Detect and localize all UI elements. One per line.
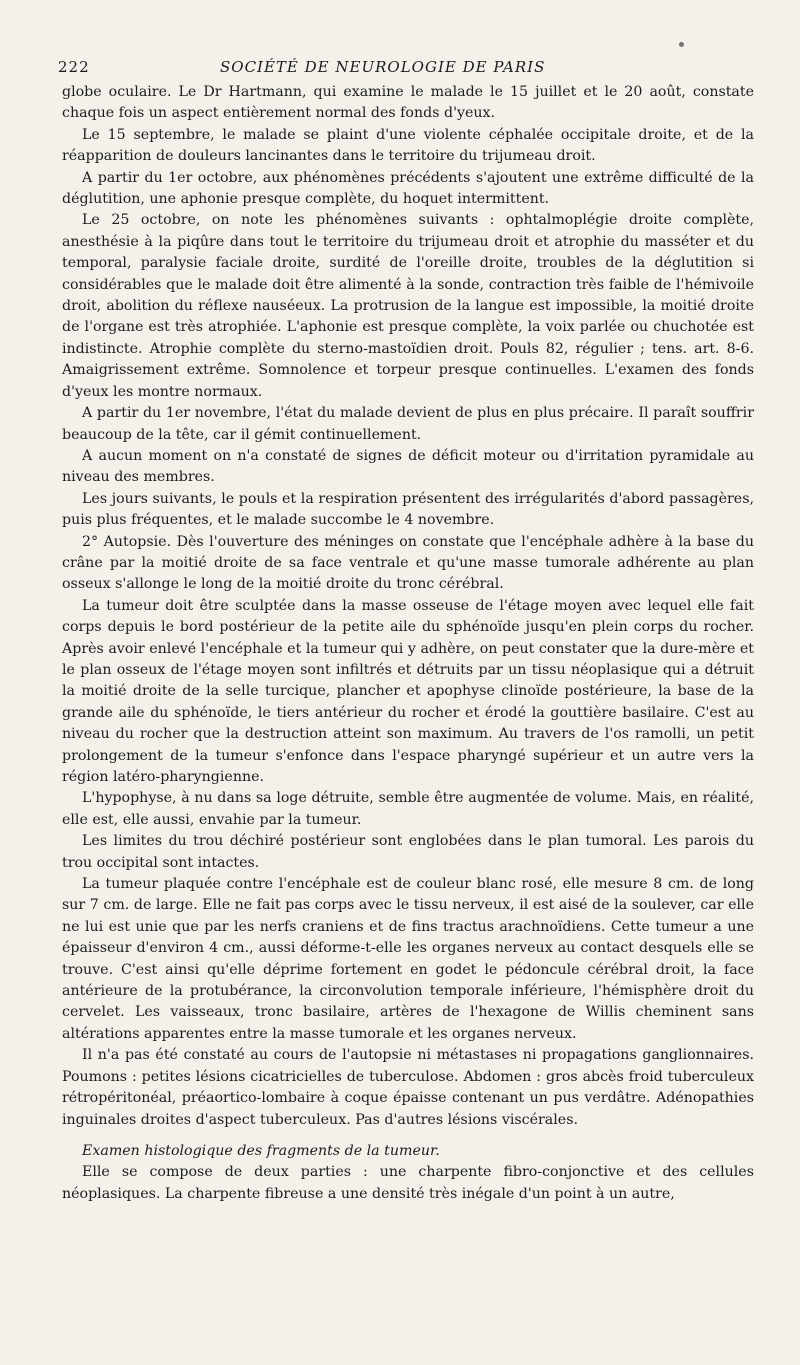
print-speck: [679, 42, 684, 47]
paragraph: Les jours suivants, le pouls et la respiration présentent des irrégularités d'abord passagères, puis plus fréquentes, et le malade succombe le 4 novembre.: [62, 490, 754, 529]
page: [58, 52, 754, 1205]
running-header: [58, 52, 754, 82]
paragraph: L'hypophyse, à nu dans sa loge détruite, semble être augmentée de volume. Mais, en réalité, elle est, elle aussi, envahie par la tumeur.: [62, 790, 754, 828]
paragraph: Les limites du trou déchiré postérieur sont englobées dans le plan tumoral. Les parois du trou occipital sont intactes.: [62, 833, 754, 871]
running-title: SOCIÉTÉ DE NEUROLOGIE DE PARIS: [220, 58, 546, 76]
section-heading: Examen histologique des fragments de la tumeur.: [82, 1142, 440, 1159]
paragraph: Le 15 septembre, le malade se plaint d'une violente céphalée occipitale droite, et de la réapparition de douleurs lancinantes dans le territoire du trijumeau droit.: [62, 126, 754, 165]
paragraph: Elle se compose de deux parties : une charpente fibro-conjonctive et des cellules néoplasiques. La charpente fibreuse a une densité très inégale d'un point à un autre,: [62, 1164, 754, 1202]
paragraph: A partir du 1er novembre, l'état du malade devient de plus en plus précaire. Il paraît souffrir beaucoup de la tête, car il gémit continuellement.: [62, 405, 754, 443]
paragraph: A aucun moment on n'a constaté de signes de déficit moteur ou d'irritation pyramidale au niveau des membres.: [62, 447, 754, 486]
paragraph: Il n'a pas été constaté au cours de l'autopsie ni métastases ni propagations ganglionnaires. Poumons : petites lésions cicatricielles de tuberculose. Abdomen : gros abcès froid tuberculeux rétropéritonéal, préaortico-lombaire à coque épaisse contenant un pus verdâtre. Adénopathies inguinales droites d'aspect tuberculeux. Pas d'autres lésions viscérales.: [62, 1047, 754, 1128]
paragraph: 2° Autopsie. Dès l'ouverture des méninges on constate que l'encéphale adhère à la base du crâne par la moitié droite de sa face ventrale et qu'une masse tumorale adhérente au plan osseux s'allonge le long de la moitié droite du tronc cérébral.: [62, 533, 754, 593]
paragraph: A partir du 1er octobre, aux phénomènes précédents s'ajoutent une extrême difficulté de la déglutition, une aphonie presque complète, du hoquet intermittent.: [62, 169, 754, 208]
paragraph: globe oculaire. Le Dr Hartmann, qui examine le malade le 15 juillet et le 20 août, constate chaque fois un aspect entièrement normal des fonds d'yeux.: [62, 84, 754, 122]
paragraph: Le 25 octobre, on note les phénomènes suivants : ophtalmoplégie droite complète, anesthésie à la piqûre dans tout le territoire du trijumeau droit et atrophie du masséter et du temporal, paralysie faciale droite, surdité de l'oreille droite, troubles de la déglutition si considérables que le malade doit être alimenté à la sonde, contraction très faible de l'hémivoile droit, abolition du réflexe nauséeux. La protrusion de la langue est impossible, la moitié droite de l'organe est très atrophiée. L'aphonie est presque complète, la voix parlée ou chuchotée est indistincte. Atrophie complète du sterno-mastoïdien droit. Pouls 82, régulier ; tens. art. 8-6. Amaigrissement extrême. Somnolence et torpeur presque continuelles. L'examen des fonds d'yeux les montre normaux.: [62, 212, 754, 400]
paragraph: La tumeur doit être sculptée dans la masse osseuse de l'étage moyen avec lequel elle fait corps depuis le bord postérieur de la petite aile du sphénoïde jusqu'en plein corps du rocher. Après avoir enlevé l'encéphale et la tumeur qui y adhère, on peut constater que la dure-mère et le plan osseux de l'étage moyen sont infiltrés et détruits par un tissu néoplasique qui a détruit la moitié droite de la selle turcique, plancher et apophyse clinoïde postérieure, la base de la grande aile du sphénoïde, le tiers antérieur du rocher et érodé la gouttière basilaire. C'est au niveau du rocher que la destruction atteint son maximum. Au travers de l'os ramolli, un petit prolongement de la tumeur s'enfonce dans l'espace pharyngé supérieur et un autre vers la région latéro-pharyngienne.: [62, 597, 754, 785]
paragraph: La tumeur plaquée contre l'encéphale est de couleur blanc rosé, elle mesure 8 cm. de long sur 7 cm. de large. Elle ne fait pas corps avec le tissu nerveux, il est aisé de la soulever, car elle ne lui est unie que par les nerfs craniens et de fins tractus arachnoïdiens. Cette tumeur a une épaisseur d'environ 4 cm., aussi déforme-t-elle les organes nerveux au contact desquels elle se trouve. C'est ainsi qu'elle déprime fortement en godet le pédoncule cérébral droit, la face antérieure de la protubérance, la circonvolution temporale inférieure, l'hémisphère droit du cervelet. Les vaisseaux, tronc basilaire, artères de l'hexagone de Willis cheminent sans altérations apparentes entre la masse tumorale et les organes nerveux.: [62, 876, 754, 1042]
page-number: 222: [58, 58, 90, 76]
body-text: [62, 82, 754, 1205]
